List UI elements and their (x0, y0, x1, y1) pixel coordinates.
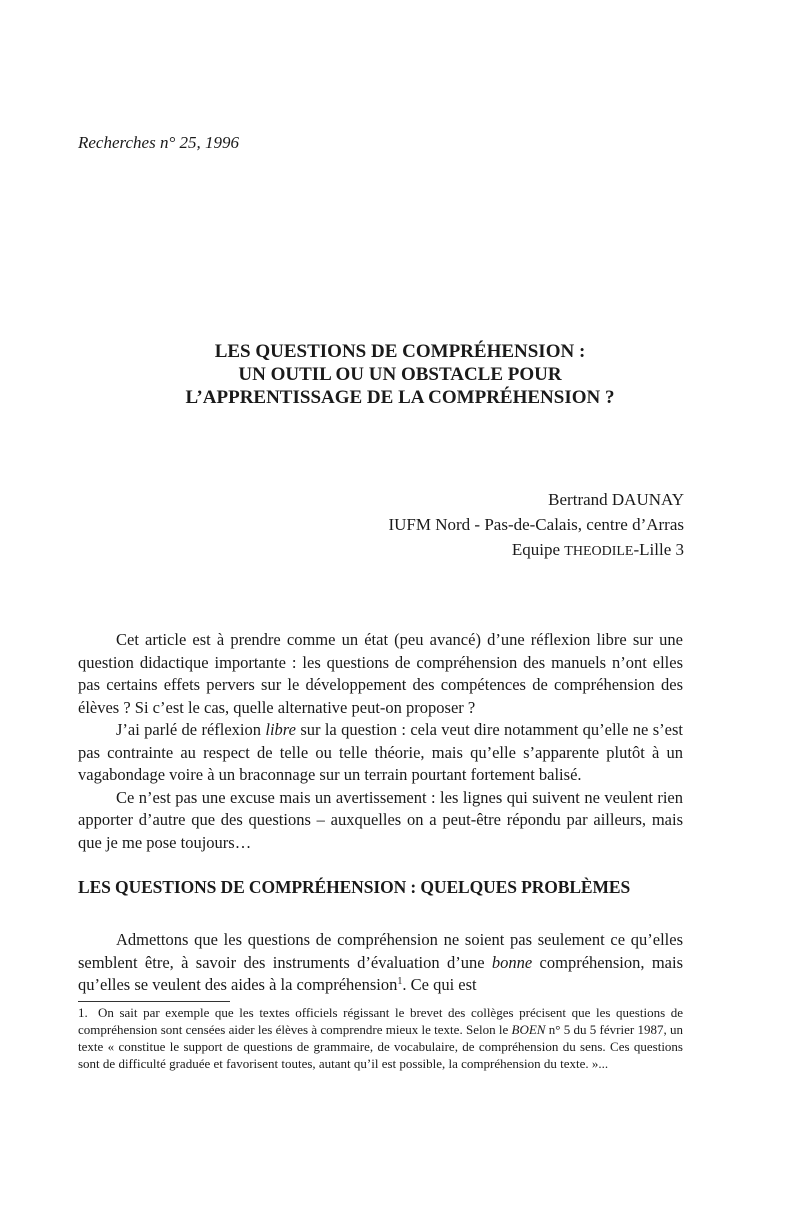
author-team: Equipe THEODILE-Lille 3 (511, 540, 684, 559)
intro-paragraph-1: Cet article est à prendre comme un état (peu avancé) d’une réflexion libre sur une question didactique importante : les questions de compréhension des manuels n’ont elles pas certains effets pervers sur le développement des compétences de compréhension des élèves ? Si c’est le cas, quelle alternative peut-on proposer ? (78, 630, 683, 717)
introduction (78, 629, 683, 854)
title-line-3: L’APPRENTISSAGE DE LA COMPRÉHENSION ? (185, 387, 615, 408)
footnote (78, 1004, 683, 1072)
intro-paragraph-3: Ce n’est pas une excuse mais un avertissement : les lignes qui suivent ne veulent rien apporter d’autre que des questions – auxquelles on a peut-être répondu par ailleurs, mais que je me pose toujours… (78, 787, 683, 852)
title-line-2: UN OUTIL OU UN OBSTACLE POUR (238, 364, 562, 385)
author-name: Bertrand DAUNAY (548, 490, 684, 509)
footnote-text: On sait par exemple que les textes officiels régissant le brevet des collèges précisent que les questions de compréhension sont censées aider les élèves à comprendre mieux le texte. Selon le BOEN n° 5 du 5 février 1987, un texte « constitue le support de questions de grammaire, de vocabulaire, de compréhension du sens. Ces questions sont de difficulté graduée et favorisent toutes, autant qu’il est possible, la compréhension du texte. »... (78, 1005, 683, 1071)
journal-reference: Recherches n° 25, 1996 (78, 133, 240, 152)
author-block (388, 487, 684, 564)
footnote-marker[interactable]: 1 (397, 976, 403, 987)
footnote-divider (78, 1001, 230, 1002)
footnote-number: 1. (78, 1005, 88, 1020)
author-affiliation: IUFM Nord - Pas-de-Calais, centre d’Arras (388, 515, 684, 534)
intro-paragraph-2: J’ai parlé de réflexion libre sur la question : cela veut dire notamment qu’elle ne s’est pas contrainte au respect de telle ou telle théorie, mais qu’elle s’apparente plutôt à un vagabondage voire à un braconnage sur un terrain pourtant fortement balisé. (78, 720, 683, 784)
title-line-1: LES QUESTIONS DE COMPRÉHENSION : (214, 341, 586, 362)
section-heading: LES QUESTIONS DE COMPRÉHENSION : QUELQUES PROBLÈMES (78, 877, 631, 897)
article-title (60, 340, 740, 409)
section-paragraph-1: Admettons que les questions de compréhension ne soient pas seulement ce qu’elles semblent être, à savoir des instruments d’évaluation d’une bonne compréhension, mais qu’elles se veulent des aides à la compréhension$^1$. Ce qui est (78, 930, 683, 994)
section-body (78, 929, 683, 997)
